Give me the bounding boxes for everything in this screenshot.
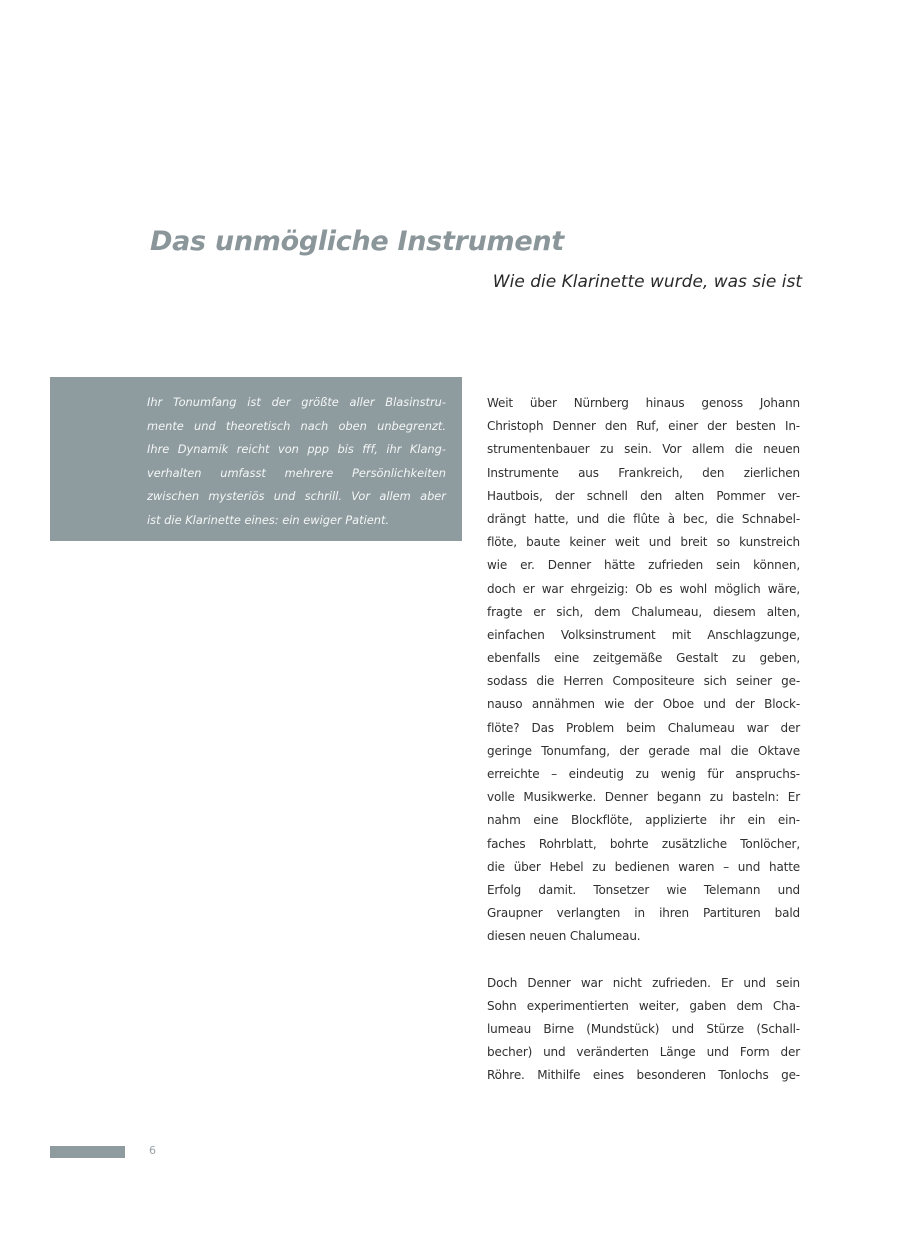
text-line: ebenfalls eine zeitgemäße Gestalt zu geben, <box>487 651 800 666</box>
text-line: fragte er sich, dem Chalumeau, diesem alten, <box>487 604 800 619</box>
text-line: strumentenbauer zu sein. Vor allem die neuen <box>487 442 800 457</box>
pull-quote-line: zwischen mysteriös und schrill. Vor allem aber <box>147 489 446 503</box>
pull-quote-line: ist die Klarinette eines: ein ewiger Patient. <box>147 512 390 527</box>
page-number: 6 <box>149 1144 156 1157</box>
text-line: flöte? Das Problem beim Chalumeau war der <box>487 720 800 735</box>
text-line: Hautbois, der schnell den alten Pommer ver- <box>487 488 800 503</box>
text-line: volle Musikwerke. Denner begann zu basteln: Er <box>487 790 800 805</box>
body-text-column <box>487 392 800 1087</box>
text-line: lumeau Birne (Mundstück) und Stürze (Schall- <box>487 1021 800 1036</box>
text-line: drängt hatte, und die flûte à bec, die Schnabel- <box>487 511 800 526</box>
text-line: Erfolg damit. Tonsetzer wie Telemann und <box>487 882 800 897</box>
text-line: die über Hebel zu bedienen waren – und hatte <box>487 859 800 874</box>
pull-quote-line: Ihre Dynamik reicht von ppp bis fff, ihr Klang- <box>147 442 446 456</box>
paragraph-gap <box>487 949 800 972</box>
pull-quote-box <box>50 377 462 541</box>
paragraph-1 <box>487 392 800 949</box>
pull-quote-line: mente und theoretisch nach oben unbegrenzt. <box>147 418 446 433</box>
text-line: faches Rohrblatt, bohrte zusätzliche Tonlöcher, <box>487 836 800 851</box>
text-line: Graupner verlangten in ihren Partituren bald <box>487 906 800 921</box>
pull-quote-line: Ihr Tonumfang ist der größte aller Blasinstru- <box>147 395 446 409</box>
text-line: einfachen Volksinstrument mit Anschlagzunge, <box>487 627 800 642</box>
text-line: doch er war ehrgeizig: Ob es wohl möglich wäre, <box>487 581 800 596</box>
text-line: Christoph Denner den Ruf, einer der besten In- <box>487 419 800 434</box>
article-subtitle: Wie die Klarinette wurde, was sie ist <box>492 272 802 292</box>
article-title: Das unmögliche Instrument <box>150 226 564 257</box>
paragraph-2 <box>487 972 800 1088</box>
text-line: becher) und veränderten Länge und Form der <box>487 1045 800 1060</box>
text-line: Doch Denner war nicht zufrieden. Er und sein <box>487 975 800 990</box>
text-line: Röhre. Mithilfe eines besonderen Tonlochs ge- <box>487 1068 800 1083</box>
text-line: geringe Tonumfang, der gerade mal die Oktave <box>487 743 800 758</box>
text-line: Sohn experimentierten weiter, gaben dem Cha- <box>487 998 800 1013</box>
text-line: nahm eine Blockflöte, applizierte ihr ein ein- <box>487 813 800 828</box>
text-line: diesen neuen Chalumeau. <box>487 929 641 944</box>
text-line: wie er. Denner hätte zufrieden sein können, <box>487 558 800 573</box>
pull-quote-line: verhalten umfasst mehrere Persönlichkeiten <box>147 465 446 480</box>
text-line: sodass die Herren Compositeure sich seiner ge- <box>487 674 800 689</box>
text-line: nauso annähmen wie der Oboe und der Block- <box>487 697 800 712</box>
text-line: Instrumente aus Frankreich, den zierlichen <box>487 465 800 480</box>
text-line: Weit über Nürnberg hinaus genoss Johann <box>487 396 800 410</box>
text-line: erreichte – eindeutig zu wenig für anspruchs- <box>487 767 800 781</box>
footer-accent-bar <box>50 1146 125 1158</box>
text-line: flöte, baute keiner weit und breit so kunstreich <box>487 535 800 550</box>
